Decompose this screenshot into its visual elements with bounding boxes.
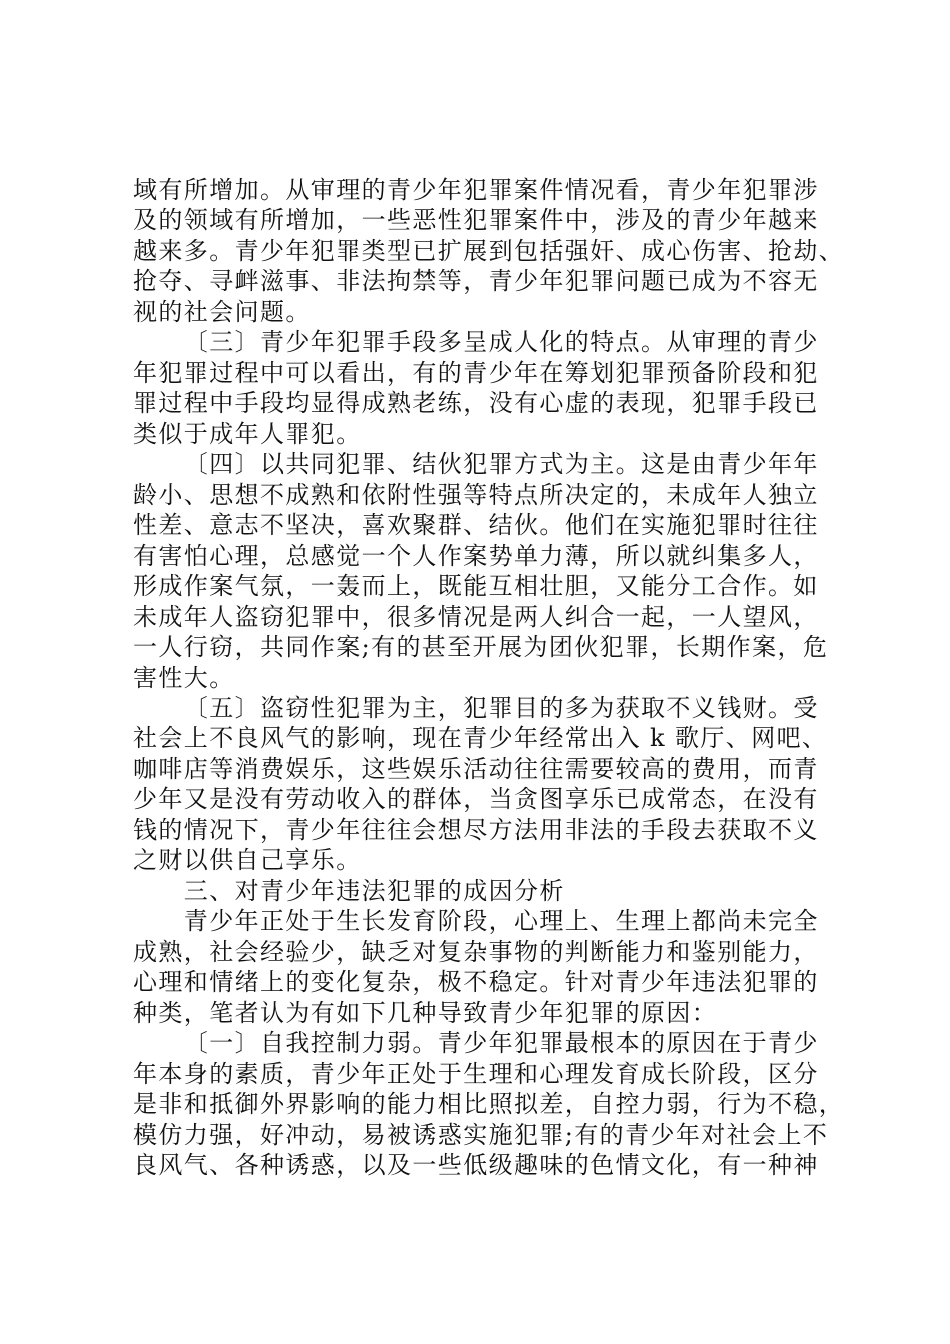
text-line: 越来多。青少年犯罪类型已扩展到包括强奸、成心伤害、抢劫、 (133, 236, 845, 265)
text-line: 害性大。 (133, 663, 235, 692)
text-line: 心理和情绪上的变化复杂，极不稳定。针对青少年违法犯罪的 (133, 968, 819, 997)
text-line: 咖啡店等消费娱乐，这些娱乐活动往往需要较高的费用，而青 (133, 754, 819, 783)
text-line: 〔一〕自我控制力弱。青少年犯罪最根本的原因在于青少 (183, 1029, 819, 1058)
text-line: 域有所增加。从审理的青少年犯罪案件情况看，青少年犯罪涉 (133, 176, 819, 204)
text-line: 〔四〕以共同犯罪、结伙犯罪方式为主。这是由青少年年 (183, 450, 819, 479)
body-text (133, 175, 863, 1180)
text-line: 青少年正处于生长发育阶段，心理上、生理上都尚未完全 (183, 907, 819, 936)
text-line: 抢夺、寻衅滋事、非法拘禁等，青少年犯罪问题已成为不容无 (133, 267, 819, 296)
text-line: 之财以供自己享乐。 (133, 846, 362, 875)
text-line: 形成作案气氛，一轰而上，既能互相壮胆，又能分工合作。如 (133, 572, 819, 601)
text-line: 少年又是没有劳动收入的群体，当贪图享乐已成常态，在没有 (133, 785, 819, 814)
section-heading-text: 三、对青少年违法犯罪的成因分析 (183, 876, 565, 905)
paragraph-item-four (133, 449, 863, 693)
text-line: 年犯罪过程中可以看出，有的青少年在筹划犯罪预备阶段和犯 (133, 358, 819, 387)
text-line: 模仿力强，好冲动，易被诱惑实施犯罪;有的青少年对社会上不 (133, 1120, 829, 1149)
text-line: 有害怕心理，总感觉一个人作案势单力薄，所以就纠集多人， (133, 541, 819, 570)
text-line: 是非和抵御外界影响的能力相比照拟差，自控力弱，行为不稳， (133, 1090, 845, 1119)
text-line: 类似于成年人罪犯。 (133, 419, 362, 448)
text-line: 罪过程中手段均显得成熟老练，没有心虚的表现，犯罪手段已 (133, 389, 819, 418)
text-line: 年本身的素质，青少年正处于生理和心理发育成长阶段，区分 (133, 1059, 819, 1088)
section-heading (133, 876, 863, 906)
paragraph-item-one (133, 1028, 863, 1180)
text-line: 一人行窃，共同作案;有的甚至开展为团伙犯罪，长期作案，危 (133, 633, 829, 662)
text-line: 龄小、思想不成熟和依附性强等特点所决定的，未成年人独立 (133, 480, 819, 509)
text-line: 成熟，社会经验少，缺乏对复杂事物的判断能力和鉴别能力， (133, 937, 819, 966)
text-line: 〔五〕盗窃性犯罪为主，犯罪目的多为获取不义钱财。受 (183, 693, 819, 722)
text-line: 未成年人盗窃犯罪中，很多情况是两人纠合一起，一人望风， (133, 602, 819, 631)
paragraph-item-three (133, 327, 863, 449)
text-line: 种类，笔者认为有如下几种导致青少年犯罪的原因： (133, 998, 718, 1027)
text-line: 视的社会问题。 (133, 297, 311, 326)
text-line: 〔三〕青少年犯罪手段多呈成人化的特点。从审理的青少 (183, 328, 819, 357)
text-line: 性差、意志不坚决，喜欢聚群、结伙。他们在实施犯罪时往往 (133, 511, 819, 540)
paragraph-continued (133, 175, 863, 327)
paragraph-intro (133, 906, 863, 1028)
paragraph-item-five (133, 693, 863, 876)
text-line: 良风气、各种诱惑，以及一些低级趣味的色情文化，有一种神 (133, 1151, 819, 1179)
text-line: 社会上不良风气的影响，现在青少年经常出入 k 歌厅、网吧、 (133, 724, 828, 753)
text-line: 及的领域有所增加，一些恶性犯罪案件中，涉及的青少年越来 (133, 206, 819, 235)
text-line: 钱的情况下，青少年往往会想尽方法用非法的手段去获取不义 (133, 815, 819, 844)
